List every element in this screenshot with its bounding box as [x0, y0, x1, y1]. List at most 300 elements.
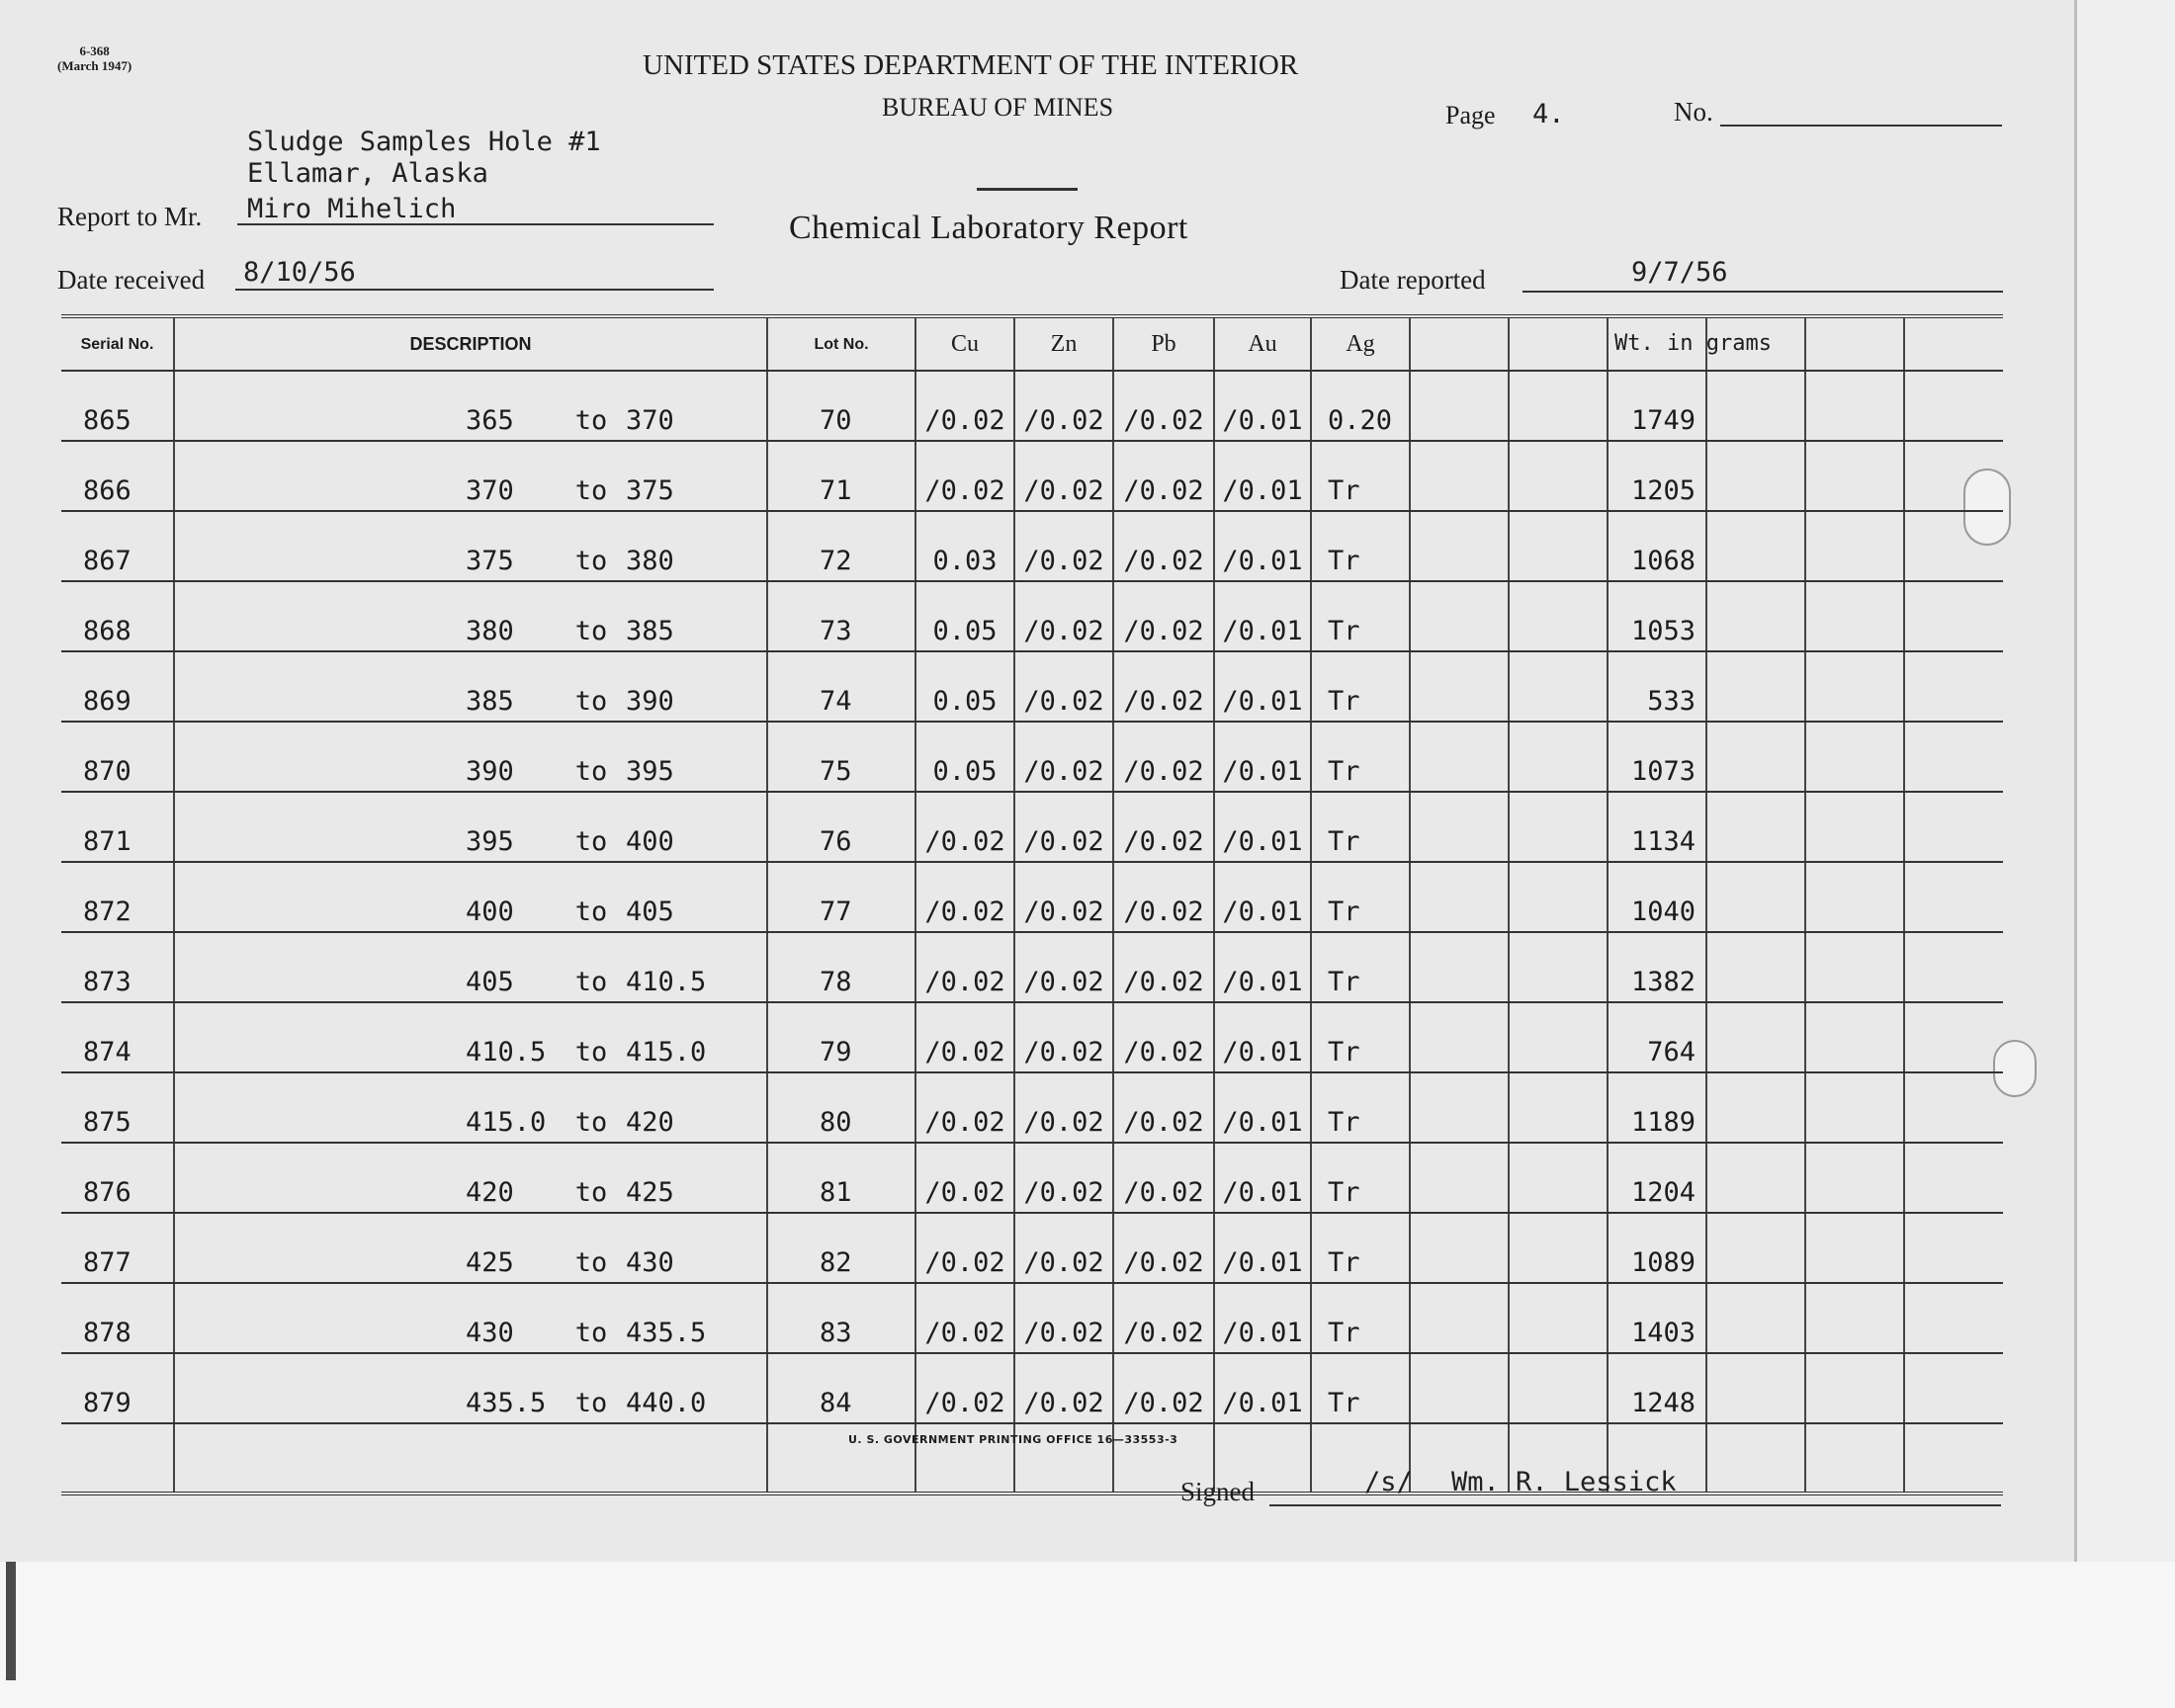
cu-value: 0.05	[915, 651, 1014, 722]
blank-cell	[1509, 441, 1608, 511]
date-reported-value: 9/7/56	[1631, 257, 1728, 288]
weight-grams: 1040	[1608, 862, 1706, 932]
au-value: /0.01	[1214, 371, 1311, 441]
department-heading: UNITED STATES DEPARTMENT OF THE INTERIOR	[643, 49, 1299, 81]
zn-value: /0.02	[1014, 581, 1113, 651]
depth-from: 420	[466, 1177, 514, 1208]
blank-cell	[1805, 441, 1904, 511]
blank-cell	[1509, 792, 1608, 862]
col-cu: Cu	[915, 316, 1014, 371]
sample-depth-range	[174, 862, 767, 932]
lot-number: 74	[767, 651, 915, 722]
range-word: to	[574, 475, 608, 506]
depth-from: 415.0	[466, 1107, 547, 1138]
date-received-line	[235, 289, 714, 291]
cu-value: /0.02	[915, 1072, 1014, 1143]
zn-value: /0.02	[1014, 371, 1113, 441]
date-received-value: 8/10/56	[243, 257, 356, 288]
sample-depth-range	[174, 371, 767, 441]
au-value: /0.01	[1214, 651, 1311, 722]
blank-cell	[1509, 511, 1608, 581]
col-blank	[1904, 316, 2003, 371]
date-reported-label: Date reported	[1340, 265, 1486, 295]
ag-value: Tr	[1311, 511, 1410, 581]
blank-cell	[1706, 581, 1805, 651]
cu-value: /0.02	[915, 862, 1014, 932]
col-description: DESCRIPTION	[174, 316, 767, 371]
blank-cell	[1509, 371, 1608, 441]
sample-depth-range	[174, 1072, 767, 1143]
blank-cell	[1904, 1353, 2003, 1423]
blank-cell	[1904, 1283, 2003, 1353]
blank-cell	[1904, 1143, 2003, 1213]
ag-value: Tr	[1311, 722, 1410, 792]
ag-value: Tr	[1311, 1353, 1410, 1423]
blank-cell	[1904, 651, 2003, 722]
table-row	[61, 371, 2003, 441]
sample-depth-range	[174, 1143, 767, 1213]
ag-value: Tr	[1311, 1283, 1410, 1353]
lot-number: 80	[767, 1072, 915, 1143]
blank-cell	[1706, 651, 1805, 722]
blank-cell	[1410, 722, 1509, 792]
report-to-label: Report to Mr.	[57, 202, 203, 231]
serial-number: 875	[61, 1072, 174, 1143]
blank-cell	[1904, 511, 2003, 581]
weight-grams: 764	[1608, 1002, 1706, 1072]
blank-cell	[1904, 1002, 2003, 1072]
depth-from: 380	[466, 616, 514, 646]
blank-cell	[1410, 1002, 1509, 1072]
depth-from: 405	[466, 967, 514, 997]
blank-cell	[1904, 932, 2003, 1002]
zn-value: /0.02	[1014, 722, 1113, 792]
table-row	[61, 932, 2003, 1002]
ag-value: Tr	[1311, 441, 1410, 511]
sample-depth-range	[174, 792, 767, 862]
range-word: to	[574, 405, 608, 436]
blank-cell	[1509, 1213, 1608, 1283]
weight-grams: 1382	[1608, 932, 1706, 1002]
signature-name: Wm. R. Lessick	[1451, 1467, 1677, 1497]
zn-value: /0.02	[1014, 1353, 1113, 1423]
depth-from: 385	[466, 686, 514, 717]
blank-cell	[1805, 862, 1904, 932]
ag-value: Tr	[1311, 1143, 1410, 1213]
blank-cell	[1509, 1353, 1608, 1423]
range-word: to	[574, 897, 608, 927]
col-ag: Ag	[1311, 316, 1410, 371]
pb-value: /0.02	[1113, 581, 1214, 651]
lot-number: 81	[767, 1143, 915, 1213]
lot-number: 83	[767, 1283, 915, 1353]
sample-depth-range	[174, 1002, 767, 1072]
col-weight: Wt. in grams	[1608, 316, 1706, 371]
blank-cell	[1805, 932, 1904, 1002]
sample-depth-range	[174, 1283, 767, 1353]
blank-cell	[1904, 862, 2003, 932]
serial-number: 874	[61, 1002, 174, 1072]
depth-to: 385	[626, 616, 674, 646]
col-pb: Pb	[1113, 316, 1214, 371]
blank-cell	[1904, 441, 2003, 511]
range-word: to	[574, 826, 608, 857]
report-to-value: Miro Mihelich	[247, 194, 457, 224]
sample-depth-range	[174, 1353, 767, 1423]
lot-number: 82	[767, 1213, 915, 1283]
col-zn: Zn	[1014, 316, 1113, 371]
zn-value: /0.02	[1014, 441, 1113, 511]
weight-grams: 1403	[1608, 1283, 1706, 1353]
au-value: /0.01	[1214, 1283, 1311, 1353]
blank-cell	[1805, 792, 1904, 862]
depth-to: 375	[626, 475, 674, 506]
pb-value: /0.02	[1113, 1353, 1214, 1423]
cu-value: /0.02	[915, 932, 1014, 1002]
lot-number: 71	[767, 441, 915, 511]
ag-value: Tr	[1311, 792, 1410, 862]
number-field-line	[1720, 125, 2002, 127]
form-code: 6-368	[79, 43, 110, 58]
blank-cell	[1805, 722, 1904, 792]
blank-cell	[1410, 651, 1509, 722]
ag-value: Tr	[1311, 1072, 1410, 1143]
depth-to: 430	[626, 1247, 674, 1278]
zn-value: /0.02	[1014, 1002, 1113, 1072]
blank-cell	[1706, 511, 1805, 581]
zn-value: /0.02	[1014, 1213, 1113, 1283]
blank-cell	[1509, 581, 1608, 651]
blank-cell	[1410, 1143, 1509, 1213]
lot-number: 78	[767, 932, 915, 1002]
blank-cell	[1706, 862, 1805, 932]
table-row	[61, 722, 2003, 792]
cu-value: 0.05	[915, 581, 1014, 651]
serial-number: 865	[61, 371, 174, 441]
form-date: (March 1947)	[57, 58, 132, 73]
table-row	[61, 1072, 2003, 1143]
pb-value: /0.02	[1113, 722, 1214, 792]
cu-value: /0.02	[915, 1213, 1014, 1283]
zn-value: /0.02	[1014, 1283, 1113, 1353]
depth-to: 410.5	[626, 967, 707, 997]
number-label: No.	[1674, 97, 1713, 127]
weight-grams: 1068	[1608, 511, 1706, 581]
au-value: /0.01	[1214, 1143, 1311, 1213]
weight-grams: 1749	[1608, 371, 1706, 441]
pb-value: /0.02	[1113, 932, 1214, 1002]
ag-value: Tr	[1311, 1213, 1410, 1283]
title-rule	[977, 188, 1078, 191]
blank-cell	[174, 1423, 767, 1494]
table-row	[61, 1143, 2003, 1213]
blank-cell	[1410, 511, 1509, 581]
signature-mark: /s/	[1364, 1467, 1413, 1497]
cu-value: 0.03	[915, 511, 1014, 581]
depth-to: 380	[626, 546, 674, 576]
weight-grams: 1248	[1608, 1353, 1706, 1423]
pb-value: /0.02	[1113, 1213, 1214, 1283]
depth-from: 395	[466, 826, 514, 857]
blank-cell	[61, 1423, 174, 1494]
blank-cell	[1904, 722, 2003, 792]
subject-line-2: Ellamar, Alaska	[247, 158, 488, 189]
depth-from: 435.5	[466, 1388, 547, 1418]
range-word: to	[574, 1318, 608, 1348]
serial-number: 872	[61, 862, 174, 932]
pb-value: /0.02	[1113, 1143, 1214, 1213]
col-blank	[1805, 316, 1904, 371]
depth-to: 400	[626, 826, 674, 857]
blank-cell	[1509, 862, 1608, 932]
blank-cell	[1805, 511, 1904, 581]
pb-value: /0.02	[1113, 371, 1214, 441]
scan-margin	[0, 1562, 2175, 1708]
au-value: /0.01	[1214, 932, 1311, 1002]
table-row	[61, 1213, 2003, 1283]
pb-value: /0.02	[1113, 1002, 1214, 1072]
cu-value: /0.02	[915, 1002, 1014, 1072]
zn-value: /0.02	[1014, 1072, 1113, 1143]
sample-depth-range	[174, 1213, 767, 1283]
au-value: /0.01	[1214, 441, 1311, 511]
blank-cell	[1706, 1353, 1805, 1423]
depth-to: 395	[626, 756, 674, 787]
blank-cell	[1706, 1072, 1805, 1143]
col-blank	[1509, 316, 1608, 371]
au-value: /0.01	[1214, 792, 1311, 862]
blank-cell	[1904, 581, 2003, 651]
range-word: to	[574, 1247, 608, 1278]
lot-number: 79	[767, 1002, 915, 1072]
cu-value: /0.02	[915, 792, 1014, 862]
au-value: /0.01	[1214, 1072, 1311, 1143]
depth-to: 420	[626, 1107, 674, 1138]
cu-value: 0.05	[915, 722, 1014, 792]
blank-cell	[1410, 371, 1509, 441]
table-row	[61, 1283, 2003, 1353]
blank-cell	[1706, 932, 1805, 1002]
weight-grams: 1089	[1608, 1213, 1706, 1283]
blank-cell	[1706, 371, 1805, 441]
table-row	[61, 511, 2003, 581]
blank-cell	[1509, 1002, 1608, 1072]
range-word: to	[574, 1177, 608, 1208]
table-row	[61, 862, 2003, 932]
blank-cell	[1805, 1353, 1904, 1423]
cu-value: /0.02	[915, 441, 1014, 511]
blank-cell	[1904, 371, 2003, 441]
au-value: /0.01	[1214, 1002, 1311, 1072]
ag-value: Tr	[1311, 932, 1410, 1002]
blank-cell	[1509, 1283, 1608, 1353]
depth-to: 425	[626, 1177, 674, 1208]
table-header	[61, 316, 2003, 371]
range-word: to	[574, 756, 608, 787]
range-word: to	[574, 1388, 608, 1418]
date-reported-line	[1522, 291, 2003, 293]
depth-from: 410.5	[466, 1037, 547, 1068]
form-number	[57, 43, 131, 73]
blank-cell	[1706, 792, 1805, 862]
blank-cell	[1904, 1213, 2003, 1283]
page-number: 4.	[1532, 99, 1565, 129]
serial-number: 873	[61, 932, 174, 1002]
depth-from: 370	[466, 475, 514, 506]
blank-cell	[1410, 1213, 1509, 1283]
signed-label: Signed	[1180, 1477, 1256, 1506]
blank-cell	[1509, 932, 1608, 1002]
blank-cell	[1410, 581, 1509, 651]
range-word: to	[574, 967, 608, 997]
blank-cell	[1805, 1002, 1904, 1072]
ag-value: Tr	[1311, 581, 1410, 651]
col-au: Au	[1214, 316, 1311, 371]
table-row	[61, 1353, 2003, 1423]
weight-grams: 1134	[1608, 792, 1706, 862]
blank-cell	[1706, 1002, 1805, 1072]
depth-to: 415.0	[626, 1037, 707, 1068]
table-row	[61, 651, 2003, 722]
depth-from: 400	[466, 897, 514, 927]
pb-value: /0.02	[1113, 651, 1214, 722]
au-value: /0.01	[1214, 511, 1311, 581]
depth-from: 425	[466, 1247, 514, 1278]
serial-number: 879	[61, 1353, 174, 1423]
sample-depth-range	[174, 651, 767, 722]
sample-depth-range	[174, 932, 767, 1002]
sample-depth-range	[174, 722, 767, 792]
lot-number: 84	[767, 1353, 915, 1423]
ag-value: Tr	[1311, 651, 1410, 722]
blank-cell	[1805, 1213, 1904, 1283]
serial-number: 871	[61, 792, 174, 862]
sample-depth-range	[174, 511, 767, 581]
depth-to: 370	[626, 405, 674, 436]
weight-grams: 1073	[1608, 722, 1706, 792]
blank-cell	[1706, 1283, 1805, 1353]
printing-office-note: U. S. GOVERNMENT PRINTING OFFICE 16—33553-3	[848, 1433, 1178, 1446]
au-value: /0.01	[1214, 1213, 1311, 1283]
cu-value: /0.02	[915, 1143, 1014, 1213]
depth-to: 435.5	[626, 1318, 707, 1348]
depth-to: 440.0	[626, 1388, 707, 1418]
pb-value: /0.02	[1113, 441, 1214, 511]
cu-value: /0.02	[915, 371, 1014, 441]
depth-from: 390	[466, 756, 514, 787]
au-value: /0.01	[1214, 862, 1311, 932]
col-serial: Serial No.	[61, 316, 174, 371]
blank-cell	[1410, 792, 1509, 862]
blank-cell	[1904, 1072, 2003, 1143]
blank-cell	[1509, 1072, 1608, 1143]
blank-cell	[1805, 1283, 1904, 1353]
signature-line	[1269, 1504, 2001, 1506]
serial-number: 869	[61, 651, 174, 722]
range-word: to	[574, 616, 608, 646]
cu-value: /0.02	[915, 1353, 1014, 1423]
zn-value: /0.02	[1014, 862, 1113, 932]
lot-number: 76	[767, 792, 915, 862]
blank-cell	[1706, 722, 1805, 792]
cu-value: /0.02	[915, 1283, 1014, 1353]
blank-cell	[1805, 581, 1904, 651]
report-to-line	[237, 223, 714, 225]
blank-cell	[1410, 1283, 1509, 1353]
depth-from: 375	[466, 546, 514, 576]
au-value: /0.01	[1214, 1353, 1311, 1423]
blank-cell	[1410, 441, 1509, 511]
au-value: /0.01	[1214, 722, 1311, 792]
blank-cell	[1706, 1213, 1805, 1283]
lot-number: 72	[767, 511, 915, 581]
depth-from: 365	[466, 405, 514, 436]
weight-grams: 1204	[1608, 1143, 1706, 1213]
table-row	[61, 1002, 2003, 1072]
blank-cell	[1904, 1423, 2003, 1494]
bureau-heading: BUREAU OF MINES	[882, 93, 1114, 122]
au-value: /0.01	[1214, 581, 1311, 651]
blank-cell	[1509, 722, 1608, 792]
serial-number: 878	[61, 1283, 174, 1353]
blank-cell	[1410, 1353, 1509, 1423]
blank-cell	[1805, 1423, 1904, 1494]
weight-grams: 533	[1608, 651, 1706, 722]
serial-number: 876	[61, 1143, 174, 1213]
blank-cell	[1410, 1072, 1509, 1143]
serial-number: 868	[61, 581, 174, 651]
serial-number: 867	[61, 511, 174, 581]
weight-grams: 1205	[1608, 441, 1706, 511]
serial-number: 866	[61, 441, 174, 511]
blank-cell	[1410, 862, 1509, 932]
blank-cell	[1706, 1423, 1805, 1494]
blank-cell	[1706, 441, 1805, 511]
weight-grams: 1189	[1608, 1072, 1706, 1143]
depth-from: 430	[466, 1318, 514, 1348]
col-blank	[1410, 316, 1509, 371]
lot-number: 73	[767, 581, 915, 651]
zn-value: /0.02	[1014, 511, 1113, 581]
pb-value: /0.02	[1113, 1072, 1214, 1143]
ag-value: Tr	[1311, 1002, 1410, 1072]
depth-to: 405	[626, 897, 674, 927]
zn-value: /0.02	[1014, 932, 1113, 1002]
page-label: Page	[1445, 101, 1496, 129]
table-row	[61, 792, 2003, 862]
weight-grams: 1053	[1608, 581, 1706, 651]
ag-value: Tr	[1311, 862, 1410, 932]
lot-number: 77	[767, 862, 915, 932]
pb-value: /0.02	[1113, 862, 1214, 932]
blank-cell	[1509, 651, 1608, 722]
serial-number: 877	[61, 1213, 174, 1283]
depth-to: 390	[626, 686, 674, 717]
lot-number: 70	[767, 371, 915, 441]
scan-edge-mark	[6, 1562, 16, 1680]
table-row	[61, 441, 2003, 511]
col-lot: Lot No.	[767, 316, 915, 371]
range-word: to	[574, 1037, 608, 1068]
blank-cell	[1410, 932, 1509, 1002]
blank-cell	[1805, 371, 1904, 441]
range-word: to	[574, 546, 608, 576]
date-received-label: Date received	[57, 265, 206, 295]
blank-cell	[1805, 1072, 1904, 1143]
subject-line-1: Sludge Samples Hole #1	[247, 127, 601, 157]
zn-value: /0.02	[1014, 792, 1113, 862]
sample-depth-range	[174, 581, 767, 651]
